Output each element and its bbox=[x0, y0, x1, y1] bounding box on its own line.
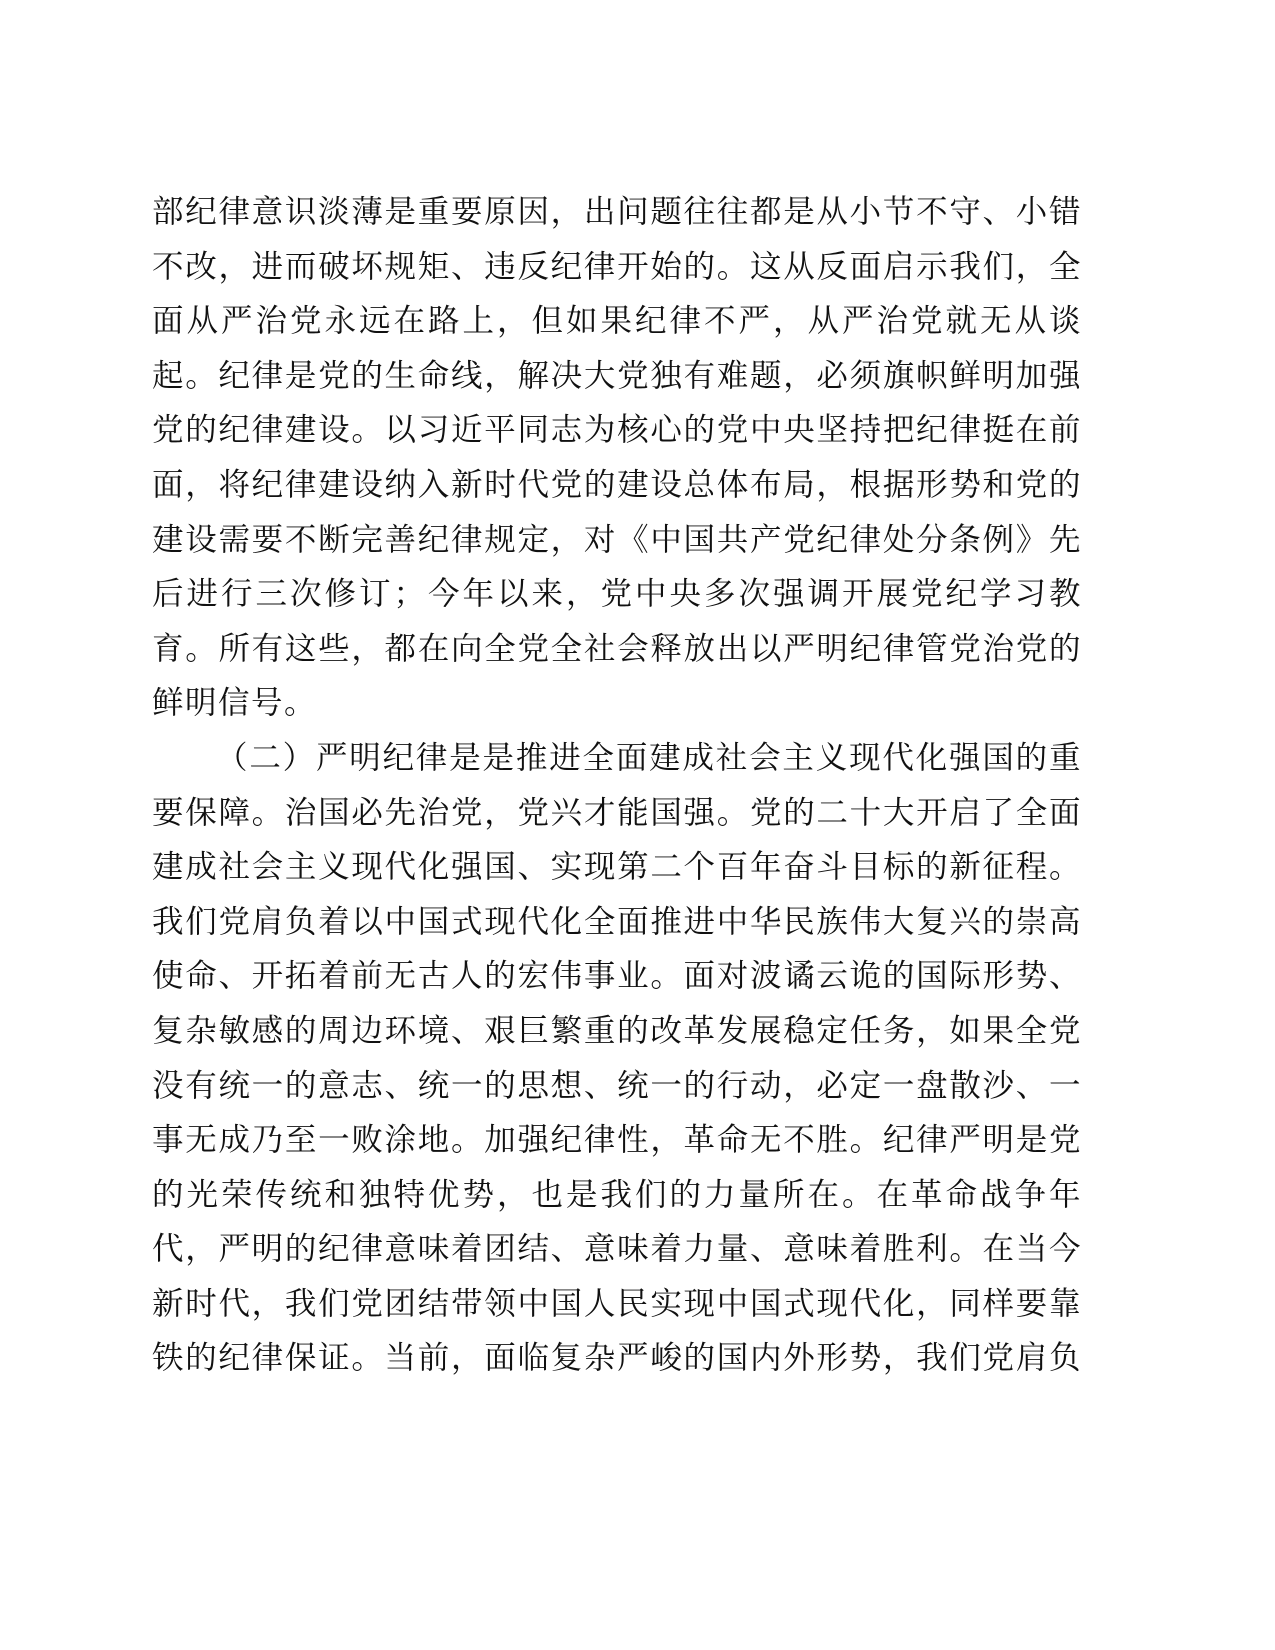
text-line: 育。所有这些，都在向全党全社会释放出以严明纪律管党治党的 bbox=[152, 630, 1082, 667]
text-line: 事无成乃至一败涂地。加强纪律性，革命无不胜。纪律严明是党 bbox=[152, 1122, 1082, 1159]
section-heading: （二）严明纪律是是推进全面建成社会主义现代化强国的重 bbox=[216, 739, 1082, 776]
text-line: 鲜明信号。 bbox=[152, 685, 318, 722]
text-line: 部纪律意识淡薄是重要原因，出问题往往都是从小节不守、小错 bbox=[152, 194, 1082, 230]
text-line: 建成社会主义现代化强国、实现第二个百年奋斗目标的新征程。 bbox=[152, 849, 1082, 886]
text-line: 面从严治党永远在路上，但如果纪律不严，从严治党就无从谈 bbox=[152, 303, 1082, 340]
text-line: 后进行三次修订；今年以来，党中央多次强调开展党纪学习教 bbox=[152, 576, 1082, 613]
text-line: 复杂敏感的周边环境、艰巨繁重的改革发展稳定任务，如果全党 bbox=[152, 1012, 1082, 1049]
text-line: 党的纪律建设。以习近平同志为核心的党中央坚持把纪律挺在前 bbox=[152, 412, 1082, 449]
paragraph-1 bbox=[152, 185, 1082, 731]
text-line: 要保障。治国必先治党，党兴才能国强。党的二十大开启了全面 bbox=[152, 794, 1082, 831]
body-text bbox=[152, 185, 1082, 1386]
text-line: 的光荣传统和独特优势，也是我们的力量所在。在革命战争年 bbox=[152, 1176, 1082, 1213]
text-line: 没有统一的意志、统一的思想、统一的行动，必定一盘散沙、一 bbox=[152, 1067, 1082, 1104]
text-line: 建设需要不断完善纪律规定，对《中国共产党纪律处分条例》先 bbox=[152, 521, 1082, 558]
paragraph-2 bbox=[152, 731, 1082, 1386]
text-line: 我们党肩负着以中国式现代化全面推进中华民族伟大复兴的崇高 bbox=[152, 903, 1082, 940]
section-heading-line bbox=[152, 731, 1082, 786]
text-line: 使命、开拓着前无古人的宏伟事业。面对波谲云诡的国际形势、 bbox=[152, 958, 1082, 995]
text-line: 铁的纪律保证。当前，面临复杂严峻的国内外形势，我们党肩负 bbox=[152, 1340, 1082, 1377]
text-line: 不改，进而破坏规矩、违反纪律开始的。这从反面启示我们，全 bbox=[152, 248, 1082, 285]
text-line: 代，严明的纪律意味着团结、意味着力量、意味着胜利。在当今 bbox=[152, 1231, 1082, 1268]
text-line: 起。纪律是党的生命线，解决大党独有难题，必须旗帜鲜明加强 bbox=[152, 357, 1082, 394]
text-line: 面，将纪律建设纳入新时代党的建设总体布局，根据形势和党的 bbox=[152, 466, 1082, 503]
text-line: 新时代，我们党团结带领中国人民实现中国式现代化，同样要靠 bbox=[152, 1285, 1082, 1322]
